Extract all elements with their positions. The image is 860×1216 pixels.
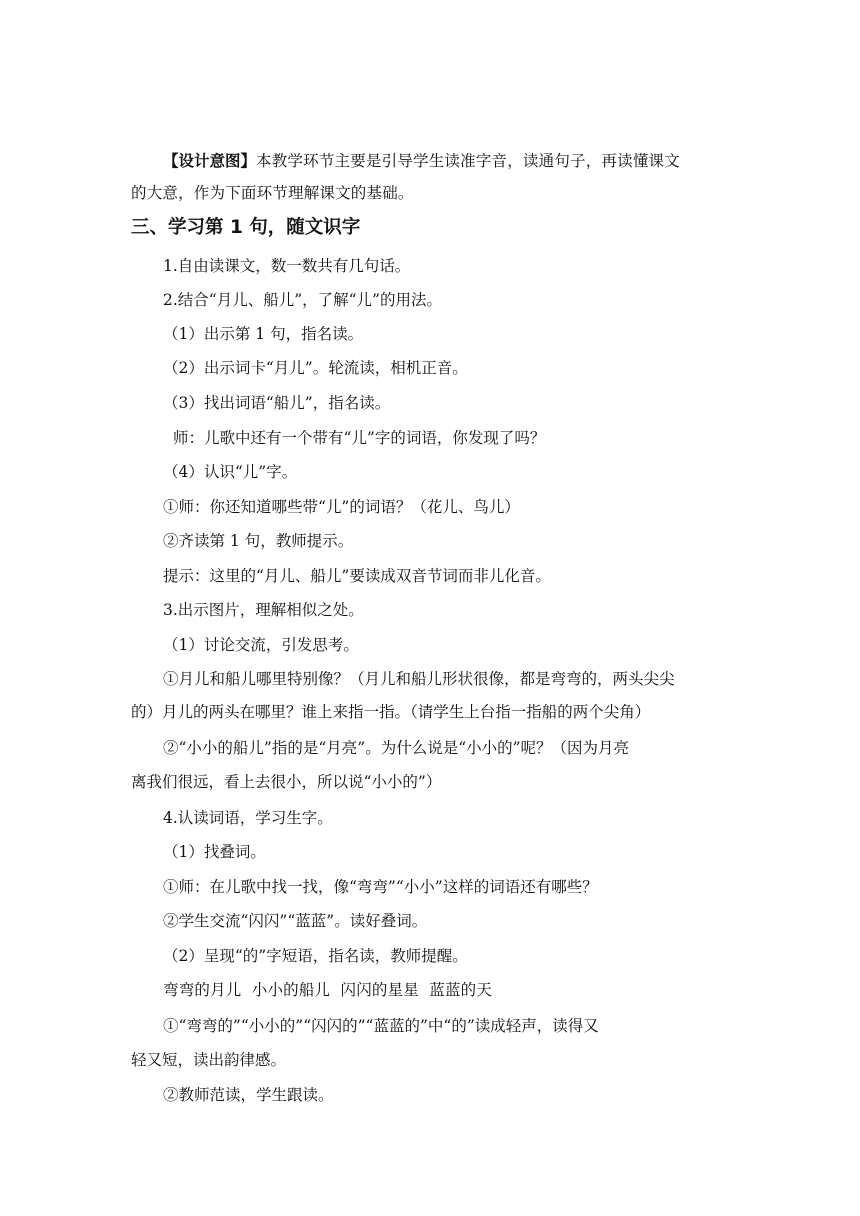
paragraph-line: ①“弯弯的”“小小的”“闪闪的”“蓝蓝的”中“的”读成轻声，读得又 [163, 1017, 599, 1035]
paragraph-line: （2）呈现“的”字短语，指名读，教师提醒。 [163, 947, 468, 965]
paragraph-line: （1）讨论交流，引发思考。 [163, 636, 359, 654]
design-intent-text-1: 本教学环节主要是引导学生读准字音，读通句子，再读懂课文 [256, 152, 680, 170]
paragraph-line: ②学生交流“闪闪”“蓝蓝”。读好叠词。 [163, 912, 428, 930]
paragraph-line: 4.认读词语，学习生字。 [163, 809, 333, 827]
paragraph-line: （3）找出词语“船儿”，指名读。 [163, 394, 391, 412]
paragraph-line: 3.出示图片，理解相似之处。 [163, 601, 364, 619]
paragraph-line: 1.自由读课文，数一数共有几句话。 [163, 257, 411, 275]
paragraph-line: ②教师范读，学生跟读。 [163, 1086, 334, 1104]
paragraph-line: （4）认识“儿”字。 [163, 463, 298, 481]
paragraph-line: 轻又短，读出韵律感。 [131, 1051, 287, 1069]
section-title: 三、学习第 1 句，随文识字 [131, 217, 361, 238]
paragraph-line: ②齐读第 1 句，教师提示。 [163, 532, 354, 550]
phrase-examples: 弯弯的月儿 小小的船儿 闪闪的星星 蓝蓝的天 [163, 981, 493, 999]
paragraph-line: （2）出示词卡“月儿”。轮流读，相机正音。 [163, 359, 468, 377]
paragraph-line: 提示：这里的“月儿、船儿”要读成双音节词而非儿化音。 [163, 567, 551, 585]
paragraph-line: 2.结合“月儿、船儿”，了解“儿”的用法。 [163, 291, 442, 309]
paragraph-line: （1）找叠词。 [163, 843, 266, 861]
design-intent-line-2: 的大意，作为下面环节理解课文的基础。 [131, 184, 414, 202]
paragraph-line: （1）出示第 1 句，指名读。 [163, 325, 364, 343]
paragraph-line: 的）月儿的两头在哪里？谁上来指一指。（请学生上台指一指船的两个尖角） [131, 703, 651, 721]
design-intent-label: 【设计意图】 [163, 152, 257, 170]
paragraph-line: 师：儿歌中还有一个带有“儿”字的词语，你发现了吗？ [173, 429, 546, 447]
paragraph-line: ①月儿和船儿哪里特别像？（月儿和船儿形状很像，都是弯弯的，两头尖尖 [163, 670, 675, 688]
paragraph-line: ①师：在儿歌中找一找，像“弯弯”“小小”这样的词语还有哪些？ [163, 878, 598, 896]
paragraph-line: 离我们很远，看上去很小，所以说“小小的”） [131, 773, 442, 791]
paragraph-line: ①师：你还知道哪些带“儿”的词语？（花儿、鸟儿） [163, 498, 520, 516]
paragraph-line: ②“小小的船儿”指的是“月亮”。为什么说是“小小的”呢？（因为月亮 [163, 739, 630, 757]
design-intent-line-1 [163, 151, 680, 171]
